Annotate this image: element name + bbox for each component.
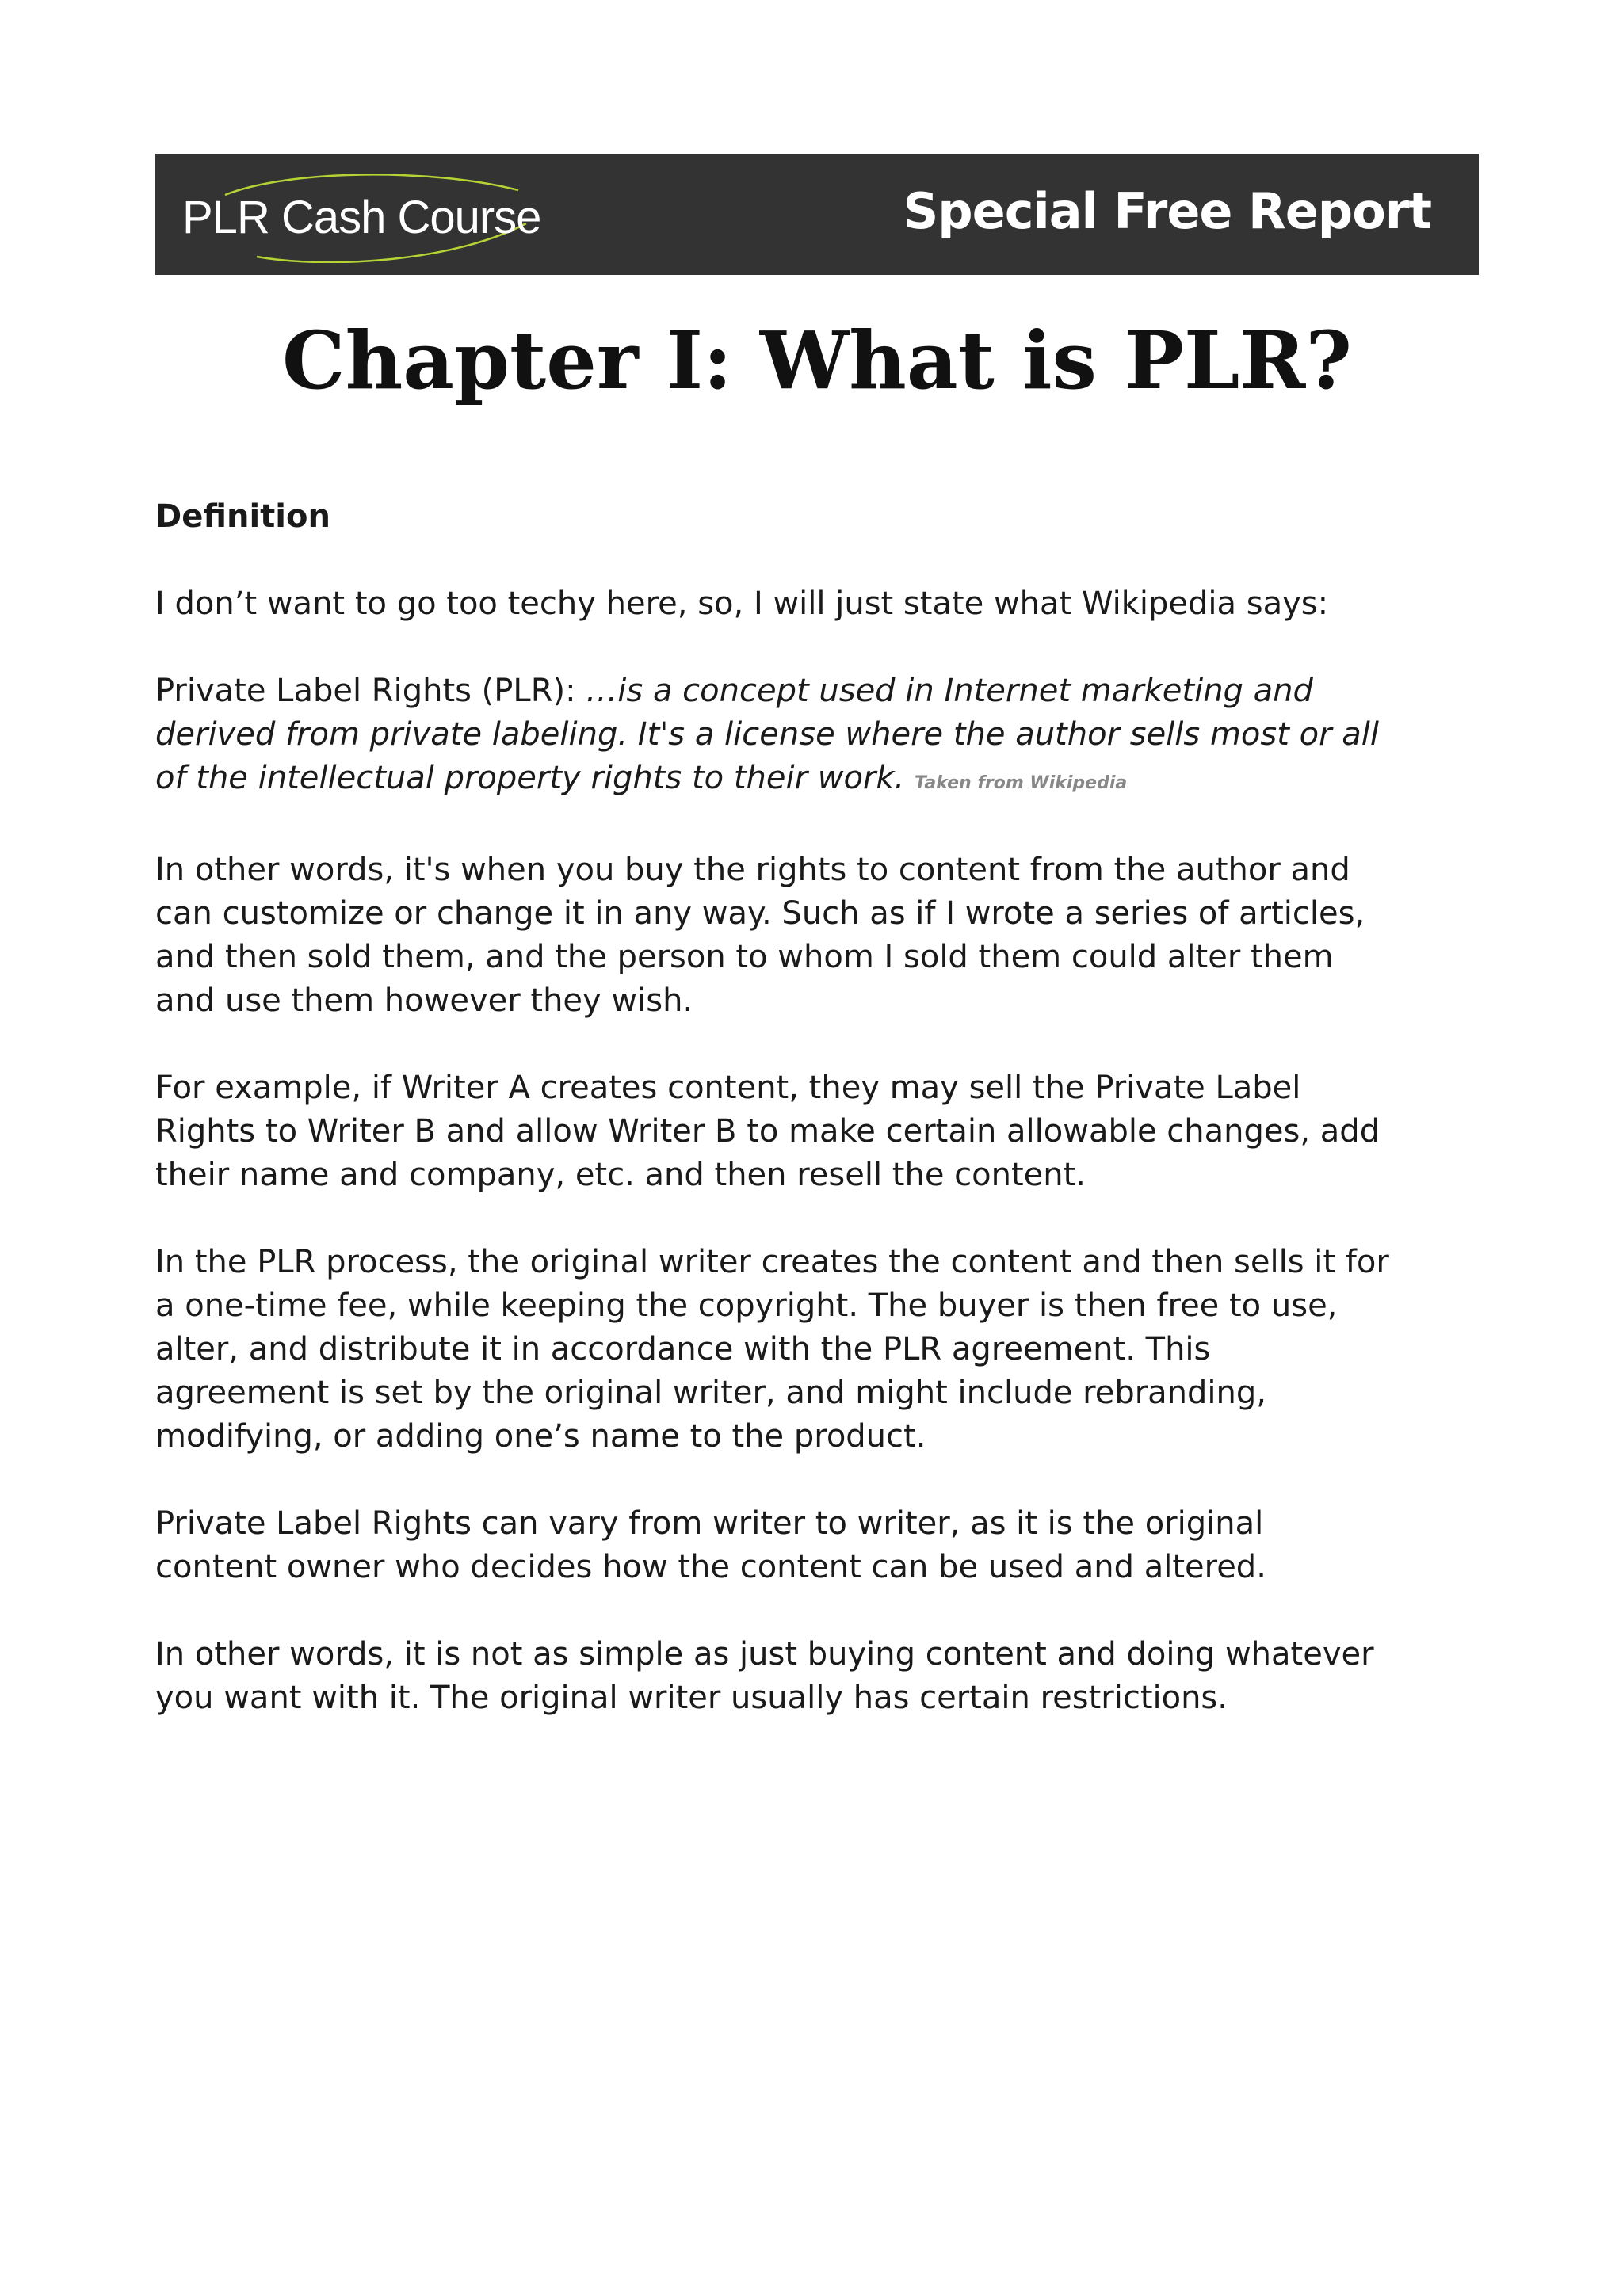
plr-definition-quote: …is a concept used in Internet marketing and derived from private labeling. It's a license where the author sells most or all of the intellectual property rights to their work. bbox=[155, 673, 1380, 796]
plr-label: Private Label Rights (PLR): bbox=[155, 673, 586, 709]
header-banner bbox=[155, 154, 1479, 275]
document-body bbox=[155, 495, 1392, 1764]
body-paragraph: In other words, it's when you buy the rights to content from the author and can customize or change it in any way. Such as if I wrote a series of articles, and then sold them, and the person to whom I sold them could alter them and use them however they wish. bbox=[155, 852, 1365, 1019]
logo-text: PLR Cash Course bbox=[182, 192, 541, 243]
special-free-report-label: Special Free Report bbox=[903, 182, 1431, 240]
chapter-title: Chapter I: What is PLR? bbox=[282, 314, 1352, 407]
source-note: Taken from Wikipedia bbox=[914, 773, 1128, 793]
body-paragraph: In other words, it is not as simple as just buying content and doing whatever you want with it. The original writer usually has certain restrictions. bbox=[155, 1636, 1374, 1716]
body-paragraph: In the PLR process, the original writer creates the content and then sells it for a one-time fee, while keeping the copyright. The buyer is then free to use, alter, and distribute it in accordance with the PLR agreement. This agreement is set by the original writer, and might include rebranding, modifying, or adding one’s name to the product. bbox=[155, 1244, 1389, 1455]
plr-cash-course-logo bbox=[170, 168, 541, 263]
wikipedia-quote-paragraph bbox=[155, 669, 1392, 805]
definition-heading: Definition bbox=[155, 498, 330, 535]
intro-paragraph: I don’t want to go too techy here, so, I will just state what Wikipedia says: bbox=[155, 585, 1329, 622]
body-paragraph: Private Label Rights can vary from writer to writer, as it is the original content owner who decides how the content can be used and altered. bbox=[155, 1505, 1266, 1585]
body-paragraph: For example, if Writer A creates content, they may sell the Private Label Rights to Writer B and allow Writer B to make certain allowable changes, add their name and company, etc. and then resell the content. bbox=[155, 1070, 1381, 1193]
